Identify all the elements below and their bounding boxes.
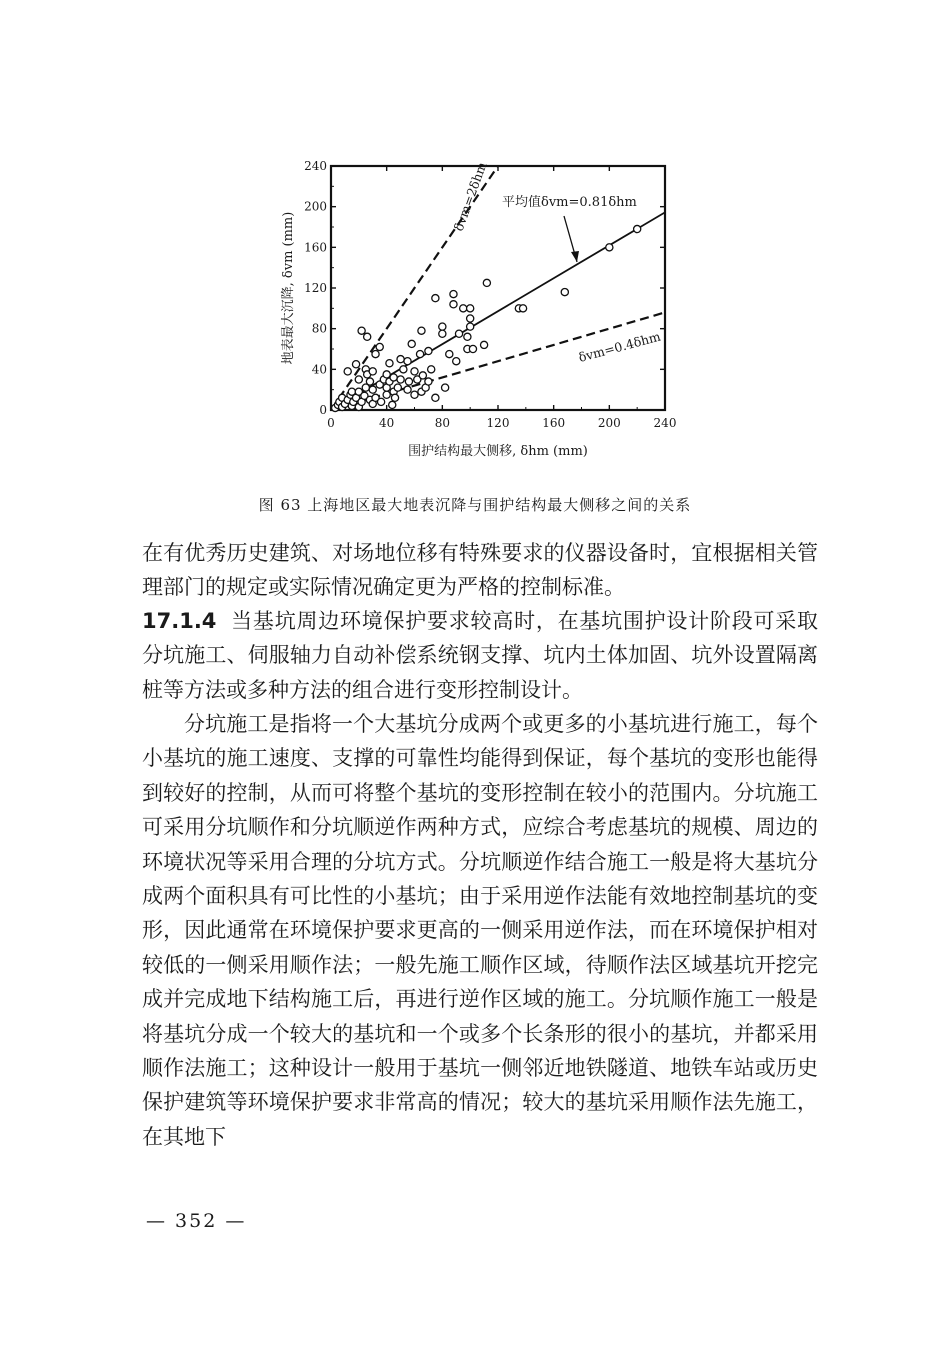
y-tick-label: 160: [304, 240, 327, 255]
data-point: [419, 372, 426, 379]
data-point: [460, 305, 467, 312]
data-point: [519, 305, 526, 312]
x-tick-label: 40: [379, 416, 395, 430]
data-point: [394, 384, 401, 391]
paragraph-2: [142, 604, 818, 707]
data-point: [364, 333, 371, 340]
data-point: [397, 356, 404, 363]
data-point: [450, 291, 457, 298]
data-point: [450, 301, 457, 308]
data-point: [400, 366, 407, 373]
reference-line-2: [331, 312, 665, 410]
data-point: [390, 374, 397, 381]
label-line-04x: δvm=0.4δhm: [576, 328, 663, 365]
data-point: [352, 361, 359, 368]
x-tick-label: 160: [542, 416, 566, 430]
data-point: [372, 350, 379, 357]
data-point: [469, 345, 476, 352]
figure-caption: 图 63 上海地区最大地表沉降与围护结构最大侧移之间的关系: [258, 496, 692, 514]
label-line-2x: δvm=2δhm: [450, 159, 490, 234]
data-point: [455, 330, 462, 337]
x-tick-label: 240: [653, 416, 677, 430]
page-number: — 352 —: [146, 1210, 247, 1232]
paragraph-1: 在有优秀历史建筑、对场地位移有特殊要求的仪器设备时，宜根据相关管理部门的规定或实际情况确定更为严格的控制标准。: [142, 541, 818, 600]
data-point: [389, 401, 396, 408]
data-point: [432, 394, 439, 401]
data-point: [369, 386, 376, 393]
y-tick-label: 240: [304, 159, 327, 173]
data-point: [480, 341, 487, 348]
data-point: [408, 340, 415, 347]
data-point: [634, 225, 641, 232]
section-number: 17.1.4: [142, 609, 217, 633]
y-tick-label: 120: [304, 281, 327, 295]
paragraph-2-text: 当基坑周边环境保护要求较高时，在基坑围护设计阶段可采取分坑施工、伺服轴力自动补偿系统钢支撑、坑内土体加固、坑外设置隔离桩等方法或多种方法的组合进行变形控制设计。: [142, 609, 818, 702]
data-point: [442, 384, 449, 391]
data-point: [411, 368, 418, 375]
data-point: [439, 323, 446, 330]
x-tick-label: 0: [327, 416, 335, 430]
data-point: [425, 347, 432, 354]
data-point: [467, 305, 474, 312]
y-axis-title: 地表最大沉降, δvm (mm): [281, 211, 296, 365]
data-point: [344, 368, 351, 375]
data-point: [425, 378, 432, 385]
data-point: [432, 295, 439, 302]
x-tick-label: 120: [486, 416, 510, 430]
data-point: [358, 327, 365, 334]
data-point: [561, 288, 568, 295]
mean-arrow-head: [571, 251, 579, 262]
data-point: [366, 378, 373, 385]
data-point: [404, 386, 411, 393]
x-tick-label: 200: [597, 416, 621, 430]
data-point: [383, 391, 390, 398]
data-point: [355, 376, 362, 383]
data-point: [467, 323, 474, 330]
data-point: [405, 378, 412, 385]
data-point: [453, 358, 460, 365]
paragraph-3: 分坑施工是指将一个大基坑分成两个或更多的小基坑进行施工，每个小基坑的施工速度、支撑的可靠性均能得到保证，每个基坑的变形也能得到较好的控制，从而可将整个基坑的变形控制在较小的范围内。分坑施工可采用分坑顺作和分坑顺逆作两种方式，应综合考虑基坑的规模、周边的环境状况等采用合理的分坑方式。分坑顺逆作结合施工一般是将大基坑分成两个面积具有可比性的小基坑；由于采用逆作法能有效地控制基坑的变形，因此通常在环境保护要求更高的一侧采用逆作法，而在环境保护相对较低的一侧采用顺作法；一般先施工顺作区域，待顺作法区域基坑开挖完成并完成地下结构施工后，再进行逆作区域的施工。分坑顺作施工一般是将基坑分成一个较大的基坑和一个或多个长条形的很小的基坑，并都采用顺作法施工；这种设计一般用于基坑一侧邻近地铁隧道、地铁车站或历史保护建筑等环境保护要求非常高的情况；较大的基坑采用顺作法先施工，在其地下: [142, 712, 818, 1149]
data-point: [383, 371, 390, 378]
y-tick-label: 80: [311, 321, 327, 336]
label-line-mean: 平均值δvm=0.81δhm: [502, 195, 637, 210]
y-tick-label: 200: [304, 199, 327, 214]
data-point: [378, 398, 385, 405]
data-point: [428, 366, 435, 373]
data-point: [446, 350, 453, 357]
scatter-chart: [0, 0, 950, 480]
data-point: [439, 330, 446, 337]
data-point: [464, 333, 471, 340]
x-tick-label: 80: [434, 416, 450, 430]
y-tick-label: 0: [319, 403, 327, 417]
data-point: [606, 244, 613, 251]
data-point: [416, 350, 423, 357]
data-point: [397, 376, 404, 383]
y-tick-label: 40: [311, 362, 327, 377]
x-axis-title: 围护结构最大侧移, δhm (mm): [408, 444, 588, 459]
data-point: [418, 327, 425, 334]
data-point: [483, 279, 490, 286]
data-point: [376, 343, 383, 350]
data-point: [404, 358, 411, 365]
data-point: [411, 391, 418, 398]
data-point: [369, 368, 376, 375]
data-point: [386, 360, 393, 367]
data-point: [467, 315, 474, 322]
data-point: [391, 394, 398, 401]
